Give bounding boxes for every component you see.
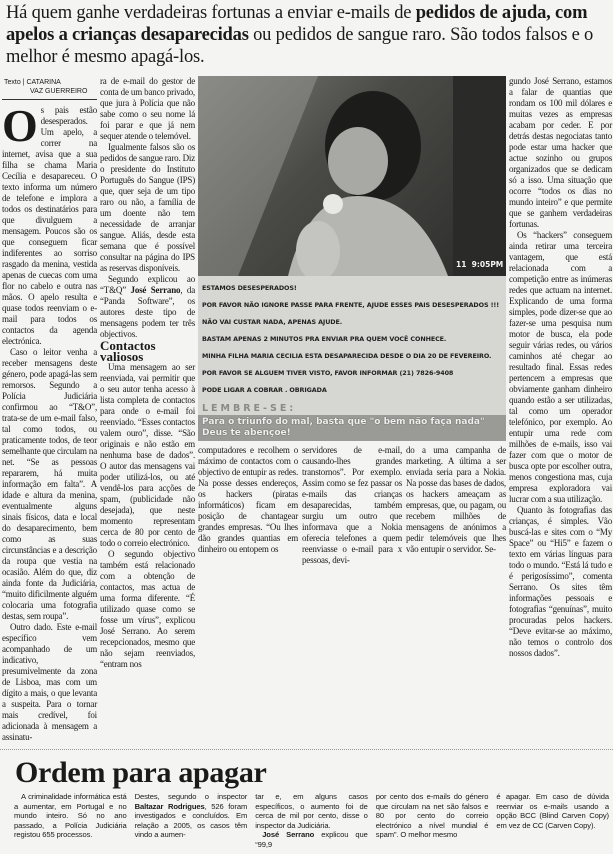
article-column-5 xyxy=(406,445,506,566)
sidebar-column-4 xyxy=(376,792,489,850)
sidebar-title: Ordem para apagar xyxy=(15,756,267,789)
paragraph xyxy=(100,142,195,274)
byline-separator: | xyxy=(22,79,25,86)
text-run: A criminalidade informática está a aumentar, em Portugal e no mundo inteiro. Só no ano passado, a Polícia Judiciária registou 655 processos. xyxy=(14,792,127,840)
author-name-line2: VAZ GUERREIRO xyxy=(30,88,88,95)
paragraph xyxy=(496,792,609,830)
paragraph xyxy=(100,274,195,340)
below-photo-columns xyxy=(198,445,506,566)
text-run: servidores de e-mail, causando-lhes grandes transtornos”. Por exemplo. Assim como se fez passar os e-mails das crianças desaparecidas, também surgiu um outro que informava que a Nokia oferecia telefones a quem reenviasse o e-mail para x pessoas, devi- xyxy=(302,445,402,565)
child-photo-image xyxy=(198,76,506,276)
banner-blessing: Deus te abençoe! xyxy=(202,427,291,438)
text-run: tar e, em alguns casos específicos, o aumento foi de cerca de mil por cento, disse o inspector da Judiciária. xyxy=(255,792,368,830)
article-column-4 xyxy=(302,445,402,566)
subheading: Contactos valiosos xyxy=(100,338,156,364)
text-run: Caso o leitor venha a receber mensagens deste género, pode apagá-las sem remorsos. Segundo a Polícia Judiciária confirmou ao “T&O”, trata-se de um e-mail falso, tal como todos, ou praticamente todos, de teor semelhante que circulam na net. “Se as pessoas repararem, há muita informação em falta”. A idade e altura da menina, eventualmente alguns sinais físicos, data e local do desaparecimento, bem como as suas circunstâncias e a descrição da roupa que vestia na ocasião. Além do que, diz ainda fonte da Judiciária, “muito dificilmente alguém colocaria uma fotografia destas, sem roupa”. xyxy=(2,347,98,621)
article-column-1 xyxy=(2,100,98,743)
paragraph xyxy=(100,76,195,142)
byline xyxy=(2,76,97,100)
sidebar-columns xyxy=(14,792,609,850)
text-run: gundo José Serrano, estamos a falar de quantias que rondam os 100 mil dólares e muitas vezes as empresas acabam por ceder. E por detrás destas negociatas tanto pode estar uma hacker que actue sozinho ou grupos organizados que se dedicam só a isso. Uma situação que ocorre “todos os dias no mundo inteiro” e que permite que se ganhem verdadeiras fortunas. xyxy=(509,76,612,229)
sidebar-column-2 xyxy=(135,792,248,850)
center-block xyxy=(198,76,506,566)
text-run: Destes, segundo o inspector xyxy=(134,792,248,801)
quote-banner xyxy=(198,415,506,441)
drop-cap: O xyxy=(2,100,38,151)
text-run: Uma mensagem ao ser reenviada, vai permitir que o seu autor tenha acesso à lista completa de contactos para onde o e-mail foi reenviado. “Esses contactos valem ouro”, disse. “São originais e não estão em nenhuma base de dados”. O autor das mensagens vai poder utilizá-los, ou até vendê-los para acções de spam, (publicidade não desejada), que neste momento representam cerca de 80 por cento de todo o correio electrónico. xyxy=(100,362,195,548)
lembre-se-label: LEMBRE-SE: xyxy=(202,403,297,414)
sidebar-column-3 xyxy=(255,792,368,850)
email-line: POR FAVOR NÃO IGNORE PASSE PARA FRENTE, AJUDE ESSES PAIS DESESPERADOS !!! xyxy=(202,301,500,309)
paragraph xyxy=(2,347,97,622)
email-line: POR FAVOR SE ALGUEM TIVER VISTO, FAVOR INFORMAR (21) 7826-9408 xyxy=(202,369,454,377)
text-run: Segundo explicou ao “T&Q” xyxy=(100,274,195,295)
article-column-3 xyxy=(198,445,298,566)
text-run: ou pedidos de sangue raro. São todos falsos e o melhor é mesmo apagá-los. xyxy=(6,25,594,67)
byline-label: Texto xyxy=(4,79,21,86)
paragraph xyxy=(2,622,97,743)
text-run: O segundo objectivo também está relacionado com a obtenção de contactos, mas actua de uma forma diferente. “É utilizado quase como se fosse um vírus”, explicou José Serrano. Ao serem recepcionados, mesmo que não sejam reenviados, “entram nos xyxy=(100,549,195,669)
headline xyxy=(6,2,609,68)
banner-quote: Para o triunfo do mal, basta que "o bem não faça nada" xyxy=(202,417,485,427)
text-run: ra de e-mail do gestor de conta de um banco privado, que jura à Polícia que não sabe como o seu nome lá foi parar e que já nem sequer atende o telemóvel. xyxy=(100,76,195,141)
text-run: explicou que “99,9 xyxy=(255,830,368,849)
bold-text: pedidos de ajuda, com apelos a crianças desaparecidas xyxy=(6,3,588,45)
paragraph xyxy=(135,792,248,840)
text-run: Igualmente falsos são os pedidos de sangue raro. Diz o presidente do Instituto Português do Sangue (IPS) que, quer seja de um tipo raro ou não, a família de um doente não tem necessidade de arranjar sangue. Aliás, desde esta semana que é possível consultar na página do IPS as reservas disponíveis. xyxy=(100,142,195,273)
paragraph xyxy=(406,445,506,555)
bold-text: José Serrano xyxy=(262,830,315,840)
article-body xyxy=(2,76,611,743)
section-divider xyxy=(0,749,613,750)
paragraph xyxy=(509,505,612,659)
paragraph xyxy=(509,76,612,230)
article-column-1-wrap xyxy=(2,76,97,743)
paragraph xyxy=(302,445,402,566)
paragraph xyxy=(198,445,298,555)
text-run: Há quem ganhe verdadeiras fortunas a enviar e-mails de xyxy=(6,3,416,23)
text-run: , 526 foram investigados e concluídos. Em relação a 2005, os casos têm vindo a aumen- xyxy=(134,801,248,840)
article-column-2 xyxy=(100,76,195,670)
bold-text: Baltazar Rodrigues xyxy=(134,801,205,811)
email-line: ESTAMOS DESESPERADOS! xyxy=(202,284,297,292)
email-photo xyxy=(198,76,506,276)
text-run: Quanto às fotografias das crianças, é simples. Vão buscá-las e sites com o “My Space” ou “Hi5” e fazem o texto em várias línguas para todo o mundo. “Está lá tudo e é perigosíssimo”, comenta Serrano. Os sites têm informações pessoais e fotografias “genuínas”, muito procuradas pelos hackers. “Deve evitar-se ao máximo, não temos o controlo dos nossos dados”. xyxy=(509,505,612,658)
paragraph xyxy=(255,830,368,849)
paragraph xyxy=(100,549,195,670)
bold-text: José Serrano xyxy=(130,285,181,295)
sidebar-column-5 xyxy=(496,792,609,850)
text-run: do a uma campanha de marketing. A última a ser enviada seria para a Nokia. Na posse das bases de dados, os hackers ameaçam as empresas, que, ou pagam, ou recebem milhões de mensagens de anónimos a pedir telemóveis que lhes vão entupir o servidor. Se- xyxy=(406,445,506,554)
email-line: BASTAM APENAS 2 MINUTOS PRA ENVIAR PRA QUEM VOCÊ CONHECE. xyxy=(202,335,447,343)
email-line: PODE LIGAR A COBRAR . OBRIGADA xyxy=(202,386,327,394)
paragraph xyxy=(100,362,195,549)
text-run: por cento dos e-mails do género que circulam na net são falsos e 80 por cento do correio electrónico a nível mundial é spam”. O melhor mesmo xyxy=(375,792,489,840)
email-message xyxy=(198,276,506,441)
article-column-6 xyxy=(509,76,612,659)
photo-timestamp: 11 9:05PM xyxy=(456,260,504,269)
text-run: Outro dado. Este e-mail específico vem acompanhado de um indicativo, presumivelmente da zona de Lisboa, mas com um dígito a mais, o que levanta a suspeita. Para o tornar mais credível, foi adicionada à mensagem a assinatu- xyxy=(2,622,97,742)
author-name-line1: CATARINA xyxy=(26,79,61,86)
text-run: , da “Panda Software”, os autores deste tipo de mensagens podem ter três objectivos. xyxy=(100,285,195,339)
sidebar-column-1 xyxy=(14,792,127,850)
text-run: Os “hackers” conseguem ainda retirar uma terceira vantagem, que está relacionada com a competição entre as inúmeras redes que actuam na internet. Explicando de uma forma simples, pode dizer-se que ao fazer-se uma pesquisa num motor de busca, ela pode seguir várias redes, ou vários caminhos até chegar ao resultado final. Essas redes pertencem a empresas que obviamente ganham dinheiro quando estão a ser utilizadas, tal como um operador telefónico, por exemplo. Ao entupir uma rede com milhões de e-mails, isso vai fazer com que o motor de busca opte por escolher outra, menos congestiona mas, cuja empresa exploradora vai lucrar com a sua utilização. xyxy=(509,230,612,504)
paragraph xyxy=(509,230,612,505)
paragraph xyxy=(14,792,127,840)
text-run: computadores e recolhem o máximo de contactos com o objectivo de entupir as redes. Na posse desses endereços, os hackers (piratas informáticos) ficam em posição de chantagear grandes empresas. “Ou lhes dão grandes quantias em dinheiro ou entopem os xyxy=(198,445,298,554)
email-line: NÃO VAI CUSTAR NADA, APENAS AJUDE. xyxy=(202,318,343,326)
paragraph xyxy=(376,792,489,840)
text-run: é apagar. Em caso de dúvida reenviar os e-mails usando a opção BCC (Blind Carven Copy) em vez de CC (Carven Copy). xyxy=(496,792,609,830)
text-run: s pais estão desesperados. Um apelo, a correr na internet, avisa que a sua filha se chama Maria Cecília e desapareceu. O texto informa um número de telefone e implora a todos os destinatários para que divulguem a mensagem. Poucos são os que conseguem ficar indiferentes ao sorriso rasgado da menina, vestida apenas de cuecas com uma flor no cabelo e outra nas mãos. O apelo resulta e quase todos reenviam o e-mail para todos os contactos da agenda electrónica. xyxy=(2,105,97,346)
email-line: MINHA FILHA MARIA CECILIA ESTA DESAPARECIDA DESDE O DIA 20 DE FEVEREIRO. xyxy=(202,352,492,360)
paragraph xyxy=(255,792,368,830)
